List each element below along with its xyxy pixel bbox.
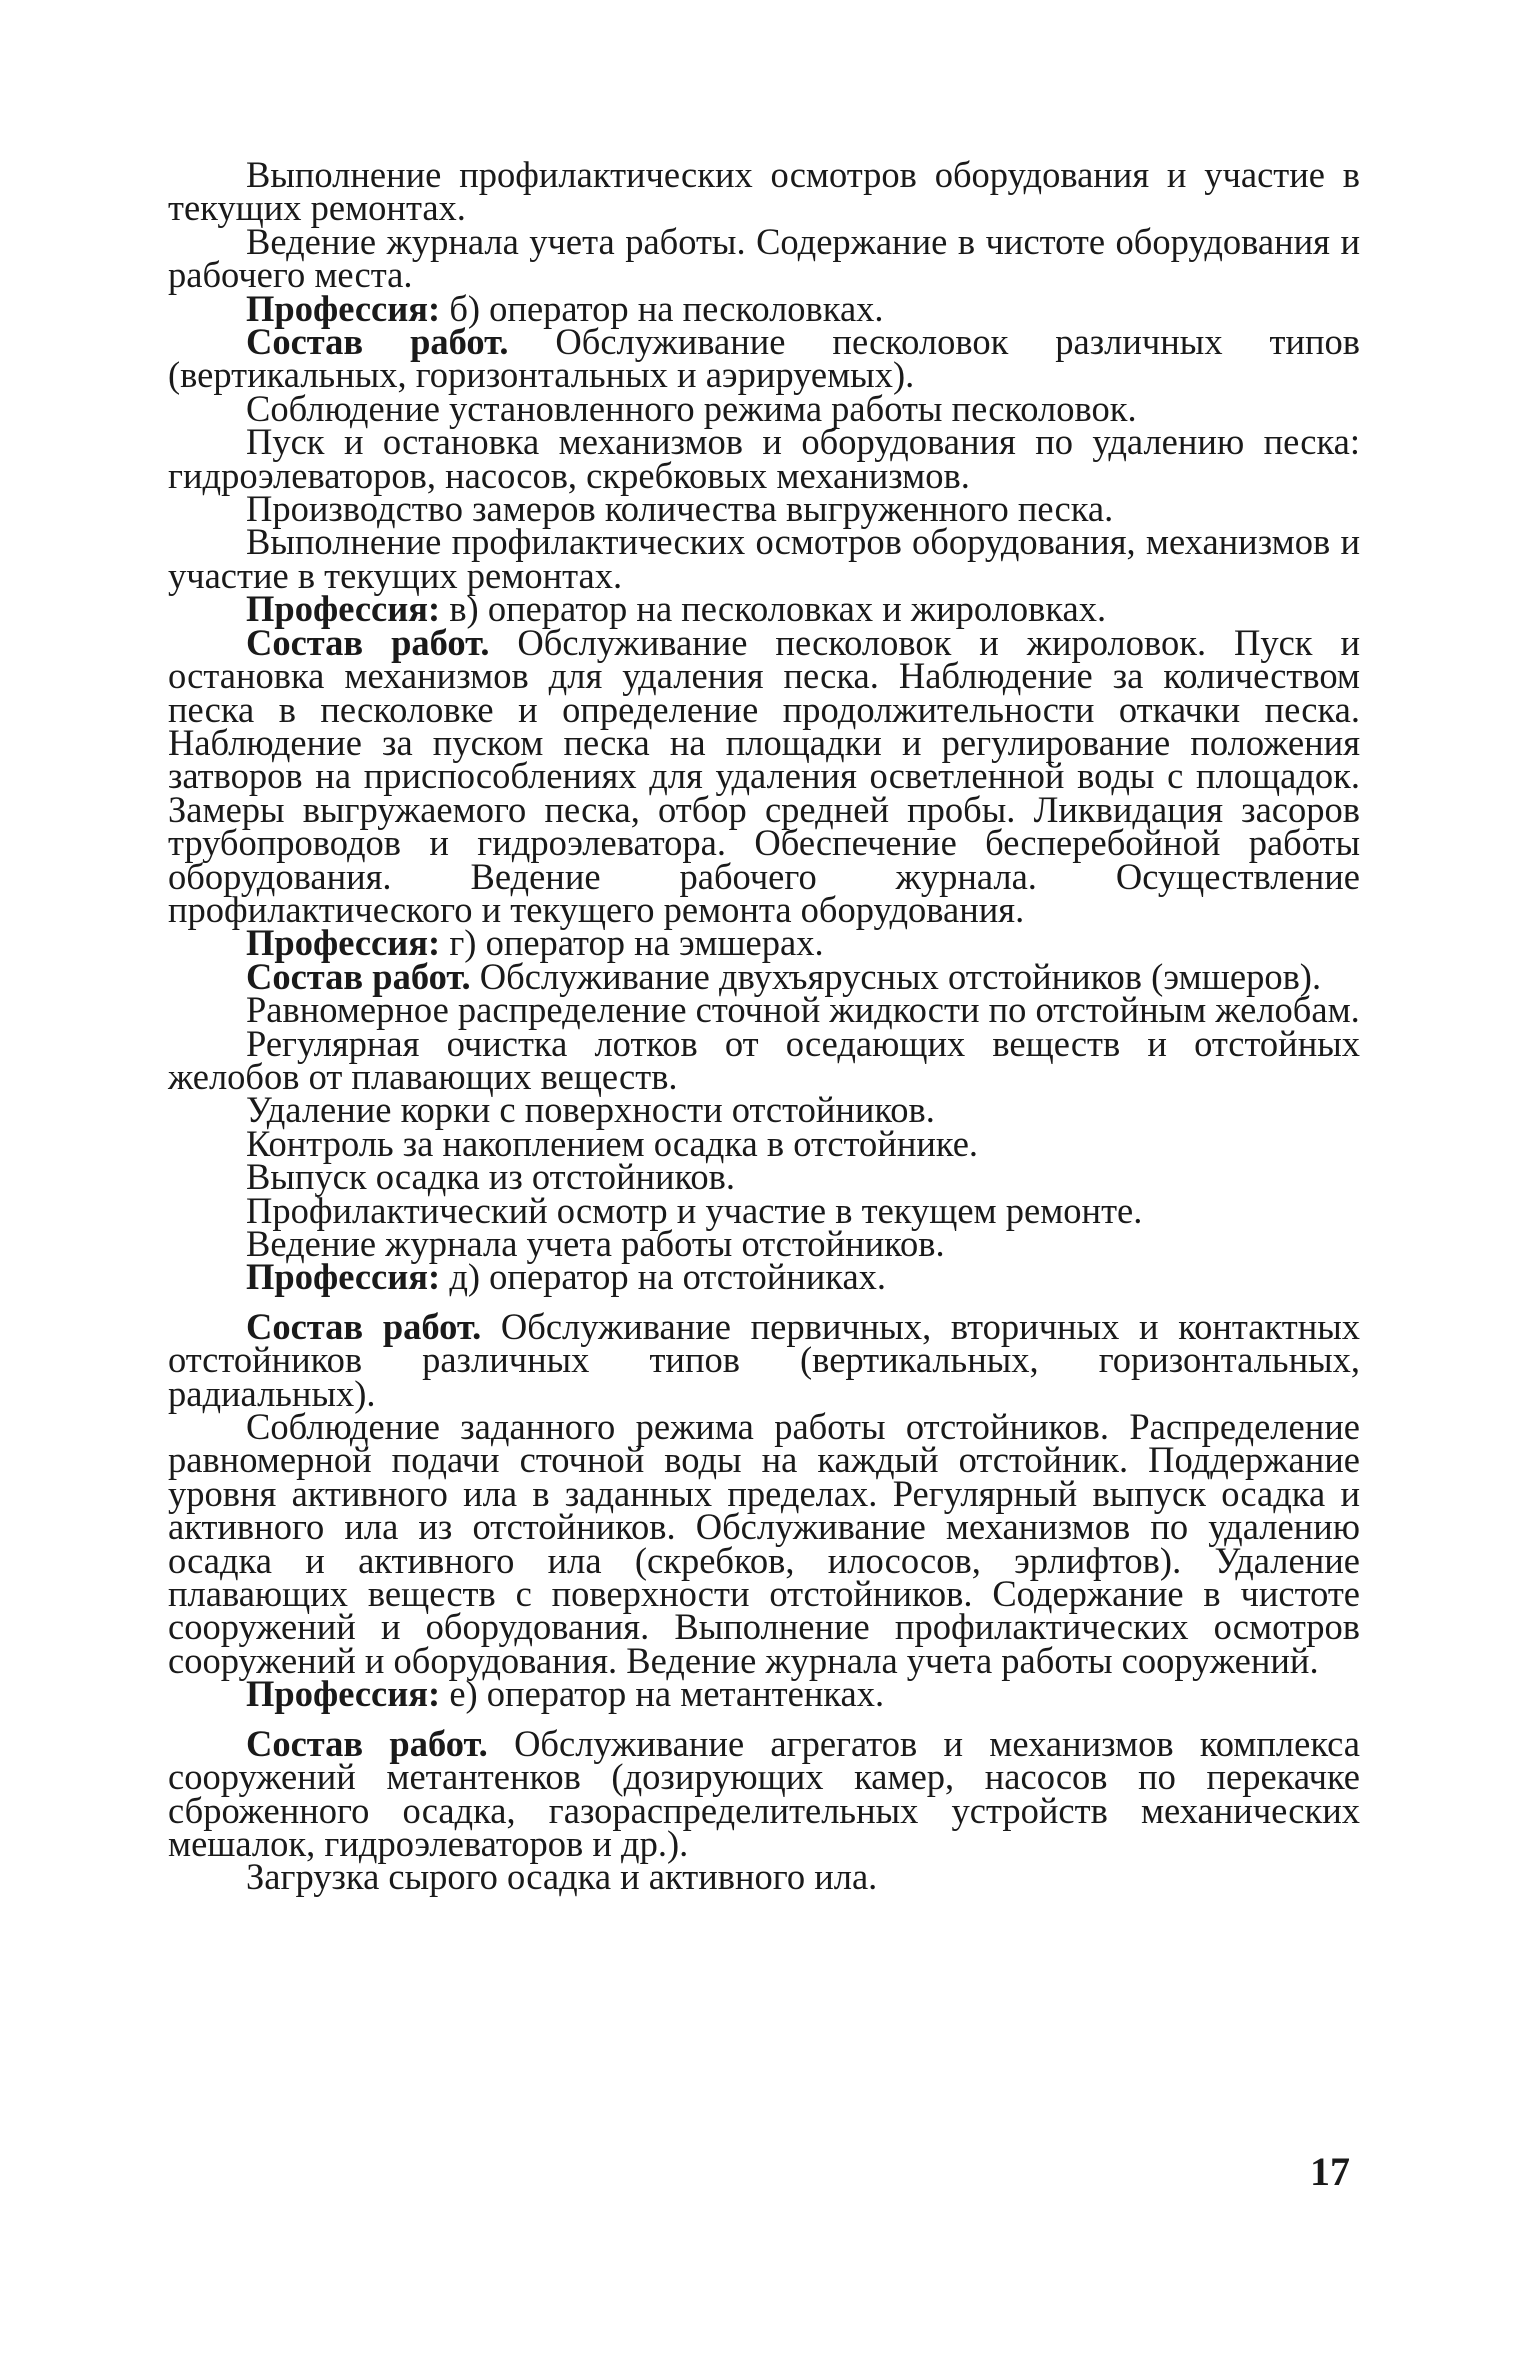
paragraph xyxy=(168,488,1360,530)
paragraph xyxy=(168,621,1361,930)
paragraph-text: Ведение журнала учета работы. Содержание в чистоте оборудования и рабочего места. xyxy=(168,220,1360,296)
paragraph xyxy=(168,1022,1360,1097)
paragraph-text: Обслуживание первичных, вторичных и контактных отстойников различных типов (вертикальных, горизонтальных, радиальных). xyxy=(168,1305,1360,1414)
paragraph xyxy=(168,588,1360,630)
paragraph xyxy=(168,287,1360,329)
paragraph-label: Профессия: xyxy=(246,1256,441,1298)
paragraph xyxy=(168,1122,1360,1164)
paragraph-text: д) оператор на отстойниках. xyxy=(440,1256,887,1298)
paragraph xyxy=(168,1223,1360,1264)
paragraph-text: Загрузка сырого осадка и активного ила. xyxy=(246,1856,878,1898)
paragraph-text: Удаление корки с поверхности отстойников. xyxy=(246,1089,935,1131)
paragraph-text: Контроль за накоплением осадка в отстойнике. xyxy=(246,1122,979,1164)
paragraph-text: Ведение журнала учета работы отстойников. xyxy=(246,1223,945,1264)
paragraph-text: Обслуживание агрегатов и механизмов комплекса сооружений метантенков (дозирующих камер, насосов по перекачке сброженного осадка, газораспределительных устройств механических мешалок, гидроэлеваторов и др.). xyxy=(168,1722,1360,1864)
paragraph-text: в) оператор на песколовках и жироловках. xyxy=(440,588,1107,630)
paragraph xyxy=(168,1256,1360,1298)
paragraph-label: Состав работ. xyxy=(246,955,471,997)
paragraph xyxy=(168,955,1360,997)
paragraph-text: Выполнение профилактических осмотров оборудования и участие в текущих ремонтах. xyxy=(168,154,1360,229)
paragraph xyxy=(168,421,1360,496)
paragraph-text: б) оператор на песколовках. xyxy=(440,287,884,329)
paragraph xyxy=(168,989,1360,1031)
paragraph xyxy=(168,922,1360,964)
paragraph-label: Состав работ. xyxy=(246,1305,482,1347)
body-text xyxy=(168,154,1361,1898)
paragraph xyxy=(168,1089,1360,1131)
paragraph xyxy=(168,387,1360,429)
paragraph-text: Обслуживание двухъярусных отстойников (эмшеров). xyxy=(470,955,1322,997)
paragraph-text: Регулярная очистка лотков от оседающих веществ и отстойных желобов от плавающих веществ. xyxy=(168,1022,1360,1097)
paragraph-label: Профессия: xyxy=(246,1673,441,1715)
paragraph xyxy=(168,1406,1360,1681)
paragraph xyxy=(168,1156,1360,1198)
paragraph xyxy=(168,1189,1360,1231)
paragraph xyxy=(168,321,1360,396)
paragraph xyxy=(168,1305,1360,1414)
paragraph-label: Состав работ. xyxy=(246,321,509,363)
paragraph xyxy=(168,1722,1360,1864)
paragraph xyxy=(168,521,1360,596)
paragraph-text: Соблюдение заданного режима работы отстойников. Распределение равномерной подачи сточной воды на каждый отстойник. Поддержание уровня активного ила в заданных пределах. Регулярный выпуск осадка и активного ила из отстойников. Обслуживание механизмов по удалению осадка и активного ила (скребков, илососов, эрлифтов). Удаление плавающих веществ с поверхности отстойников. Содержание в чистоте сооружений и оборудования. Выполнение профилактических осмотров сооружений и оборудования. Ведение журнала учета работы сооружений. xyxy=(168,1406,1360,1681)
paragraph-text: Равномерное распределение сточной жидкости по отстойным желобам. xyxy=(246,989,1360,1031)
paragraph-label: Профессия: xyxy=(246,588,441,630)
paragraph xyxy=(168,1673,1360,1715)
paragraph-label: Профессия: xyxy=(246,287,441,329)
paragraph-text: Выпуск осадка из отстойников. xyxy=(246,1156,736,1198)
paragraph-text: е) оператор на метантенках. xyxy=(440,1673,885,1715)
paragraph-text: Производство замеров количества выгруженного песка. xyxy=(246,488,1114,530)
paragraph-text: Выполнение профилактических осмотров оборудования, механизмов и участие в текущих ремонтах. xyxy=(168,521,1360,596)
paragraph-text: Пуск и остановка механизмов и оборудования по удалению песка: гидроэлеваторов, насосов, скребковых механизмов. xyxy=(168,421,1360,496)
paragraph xyxy=(168,220,1360,296)
paragraph-text: Обслуживание песколовок различных типов (вертикальных, горизонтальных и аэрируемых). xyxy=(168,321,1360,396)
page-number: 17 xyxy=(1310,2149,1350,2194)
paragraph-label: Профессия: xyxy=(246,922,441,964)
paragraph-label: Состав работ. xyxy=(246,621,490,663)
paragraph-text: Обслуживание песколовок и жироловок. Пуск и остановка механизмов для удаления песка. Наблюдение за количеством песка в песколовке и определение продолжительности откачки песка. Наблюдение за пуском песка на площадки и регулирование положения затворов на приспособлениях для удаления осветленной воды с площадок. Замеры выгружаемого песка, отбор средней пробы. Ликвидация засоров трубопроводов и гидроэлеватора. Обеспечение бесперебойной работы оборудования. Ведение рабочего журнала. Осуществление профилактического и текущего ремонта оборудования. xyxy=(168,621,1361,930)
paragraph-text: Профилактический осмотр и участие в текущем ремонте. xyxy=(246,1189,1143,1231)
paragraph-text: Соблюдение установленного режима работы песколовок. xyxy=(246,387,1137,429)
paragraph-label: Состав работ. xyxy=(246,1722,488,1764)
paragraph xyxy=(168,154,1360,229)
paragraph-text: г) оператор на эмшерах. xyxy=(440,922,824,964)
paragraph xyxy=(168,1856,1360,1898)
